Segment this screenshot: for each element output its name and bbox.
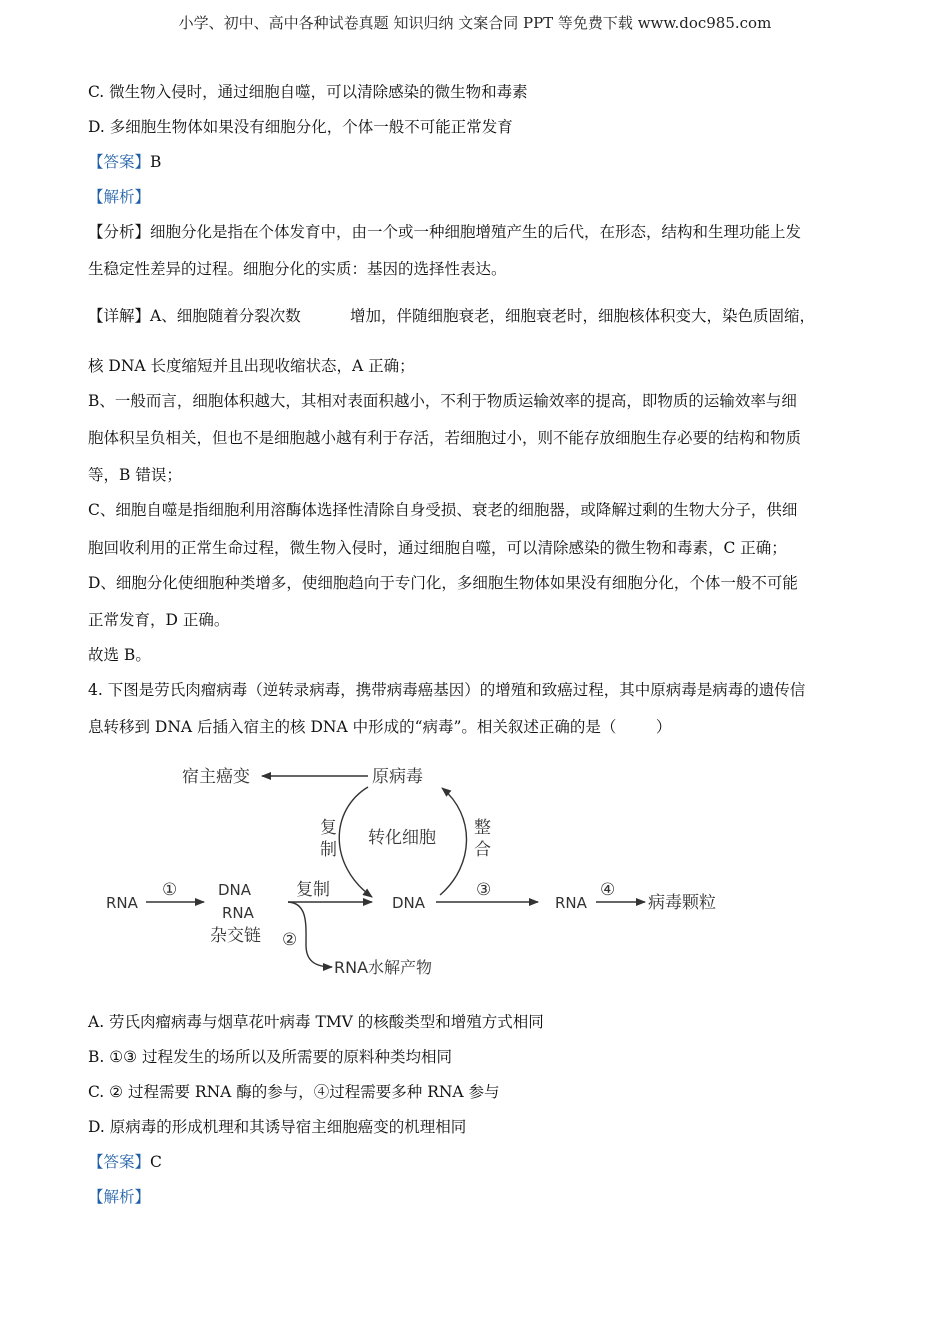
analysis-label-1: 【解析】 (88, 188, 151, 206)
virus-process-diagram (100, 755, 740, 985)
detail-line-2: 核 DNA 长度缩短并且出现收缩状态，A 正确； (88, 357, 415, 375)
rna-right-label: RNA (555, 894, 587, 912)
rna-products-label: RNA水解产物 (334, 958, 433, 977)
answer-line-2 (88, 1152, 162, 1172)
analysis-label-2: 【解析】 (88, 1188, 151, 1206)
detail-line-8: D、细胞分化使细胞种类增多，使细胞趋向于专门化，多细胞生物体如果没有细胞分化，个体一般不可能 (88, 574, 798, 592)
virus-particle-label: 病毒颗粒 (648, 893, 716, 913)
answer-label: 【答案】 (88, 153, 151, 171)
integrate-v2: 合 (474, 840, 491, 860)
replicate-v2: 制 (320, 840, 337, 860)
dna-label: DNA (392, 894, 426, 912)
step4-label: ④ (600, 880, 616, 900)
step2-label: ② (282, 930, 298, 950)
detail-line-9: 正常发育，D 正确。 (88, 611, 230, 629)
hybrid-dna-label: DNA (218, 881, 252, 899)
detail-line-4: 胞体积呈负相关，但也不是细胞越小越有利于存活，若细胞过小，则不能存放细胞生存必要的结构和物质 (88, 429, 802, 447)
replicate-h-label: 复制 (296, 880, 330, 900)
option-c-previous: C. 微生物入侵时，通过细胞自噬，可以清除感染的微生物和毒素 (88, 83, 528, 101)
conclusion-line: 故选 B。 (88, 646, 151, 664)
option-d: D. 原病毒的形成机理和其诱导宿主细胞癌变的机理相同 (88, 1118, 467, 1136)
answer-value-2: C (150, 1153, 162, 1171)
answer-value-1: B (150, 153, 162, 171)
option-d-previous: D. 多细胞生物体如果没有细胞分化，个体一般不可能正常发育 (88, 118, 513, 136)
detail-line-6: C、细胞自噬是指细胞利用溶酶体选择性清除自身受损、衰老的细胞器，或降解过剩的生物大分子，供细 (88, 501, 798, 519)
hybrid-chain-label: 杂交链 (210, 926, 261, 946)
analysis-line-2: 生稳定性差异的过程。细胞分化的实质：基因的选择性表达。 (88, 260, 507, 278)
hybrid-rna-label: RNA (222, 904, 254, 922)
page-header: 小学、初中、高中各种试卷真题 知识归纳 文案合同 PPT 等免费下载 www.doc985.com (178, 14, 772, 32)
detail-line-5: 等，B 错误； (88, 466, 182, 484)
analysis-line-1: 【分析】细胞分化是指在个体发育中，由一个或一种细胞增殖产生的后代，在形态，结构和生理功能上发 (88, 223, 802, 241)
option-c: C. ② 过程需要 RNA 酶的参与，④过程需要多种 RNA 参与 (88, 1083, 500, 1101)
detail-line-7: 胞回收利用的正常生命过程，微生物入侵时，通过细胞自噬，可以清除感染的微生物和毒素，C 正确； (88, 539, 787, 557)
host-cancer-label: 宿主癌变 (182, 767, 250, 787)
step3-label: ③ (476, 880, 492, 900)
question-4-line-1: 4. 下图是劳氏肉瘤病毒（逆转录病毒，携带病毒癌基因）的增殖和致癌过程，其中原病毒是病毒的遗传信 (88, 681, 806, 699)
rna-left-label: RNA (106, 894, 138, 912)
answer-line-1 (88, 152, 161, 172)
replicate-v1: 复 (320, 818, 337, 838)
arrow-integrate-curve (440, 788, 467, 895)
provirus-label: 原病毒 (372, 767, 423, 787)
detail-line-1: 【详解】A、细胞随着分裂次数 增加，伴随细胞衰老，细胞衰老时，细胞核体积变大，染色质固缩， (88, 307, 816, 325)
integrate-v1: 整 (474, 818, 491, 838)
transformed-cell-label: 转化细胞 (368, 828, 436, 848)
option-b: B. ①③ 过程发生的场所以及所需要的原料种类均相同 (88, 1048, 452, 1066)
step1-label: ① (162, 880, 178, 900)
question-4-line-2: 息转移到 DNA 后插入宿主的核 DNA 中形成的“病毒”。相关叙述正确的是（ ） (88, 718, 672, 736)
detail-line-3: B、一般而言，细胞体积越大，其相对表面积越小，不利于物质运输效率的提高，即物质的运输效率与细 (88, 392, 797, 410)
answer-label-2: 【答案】 (88, 1153, 151, 1171)
option-a: A. 劳氏肉瘤病毒与烟草花叶病毒 TMV 的核酸类型和增殖方式相同 (88, 1013, 544, 1031)
